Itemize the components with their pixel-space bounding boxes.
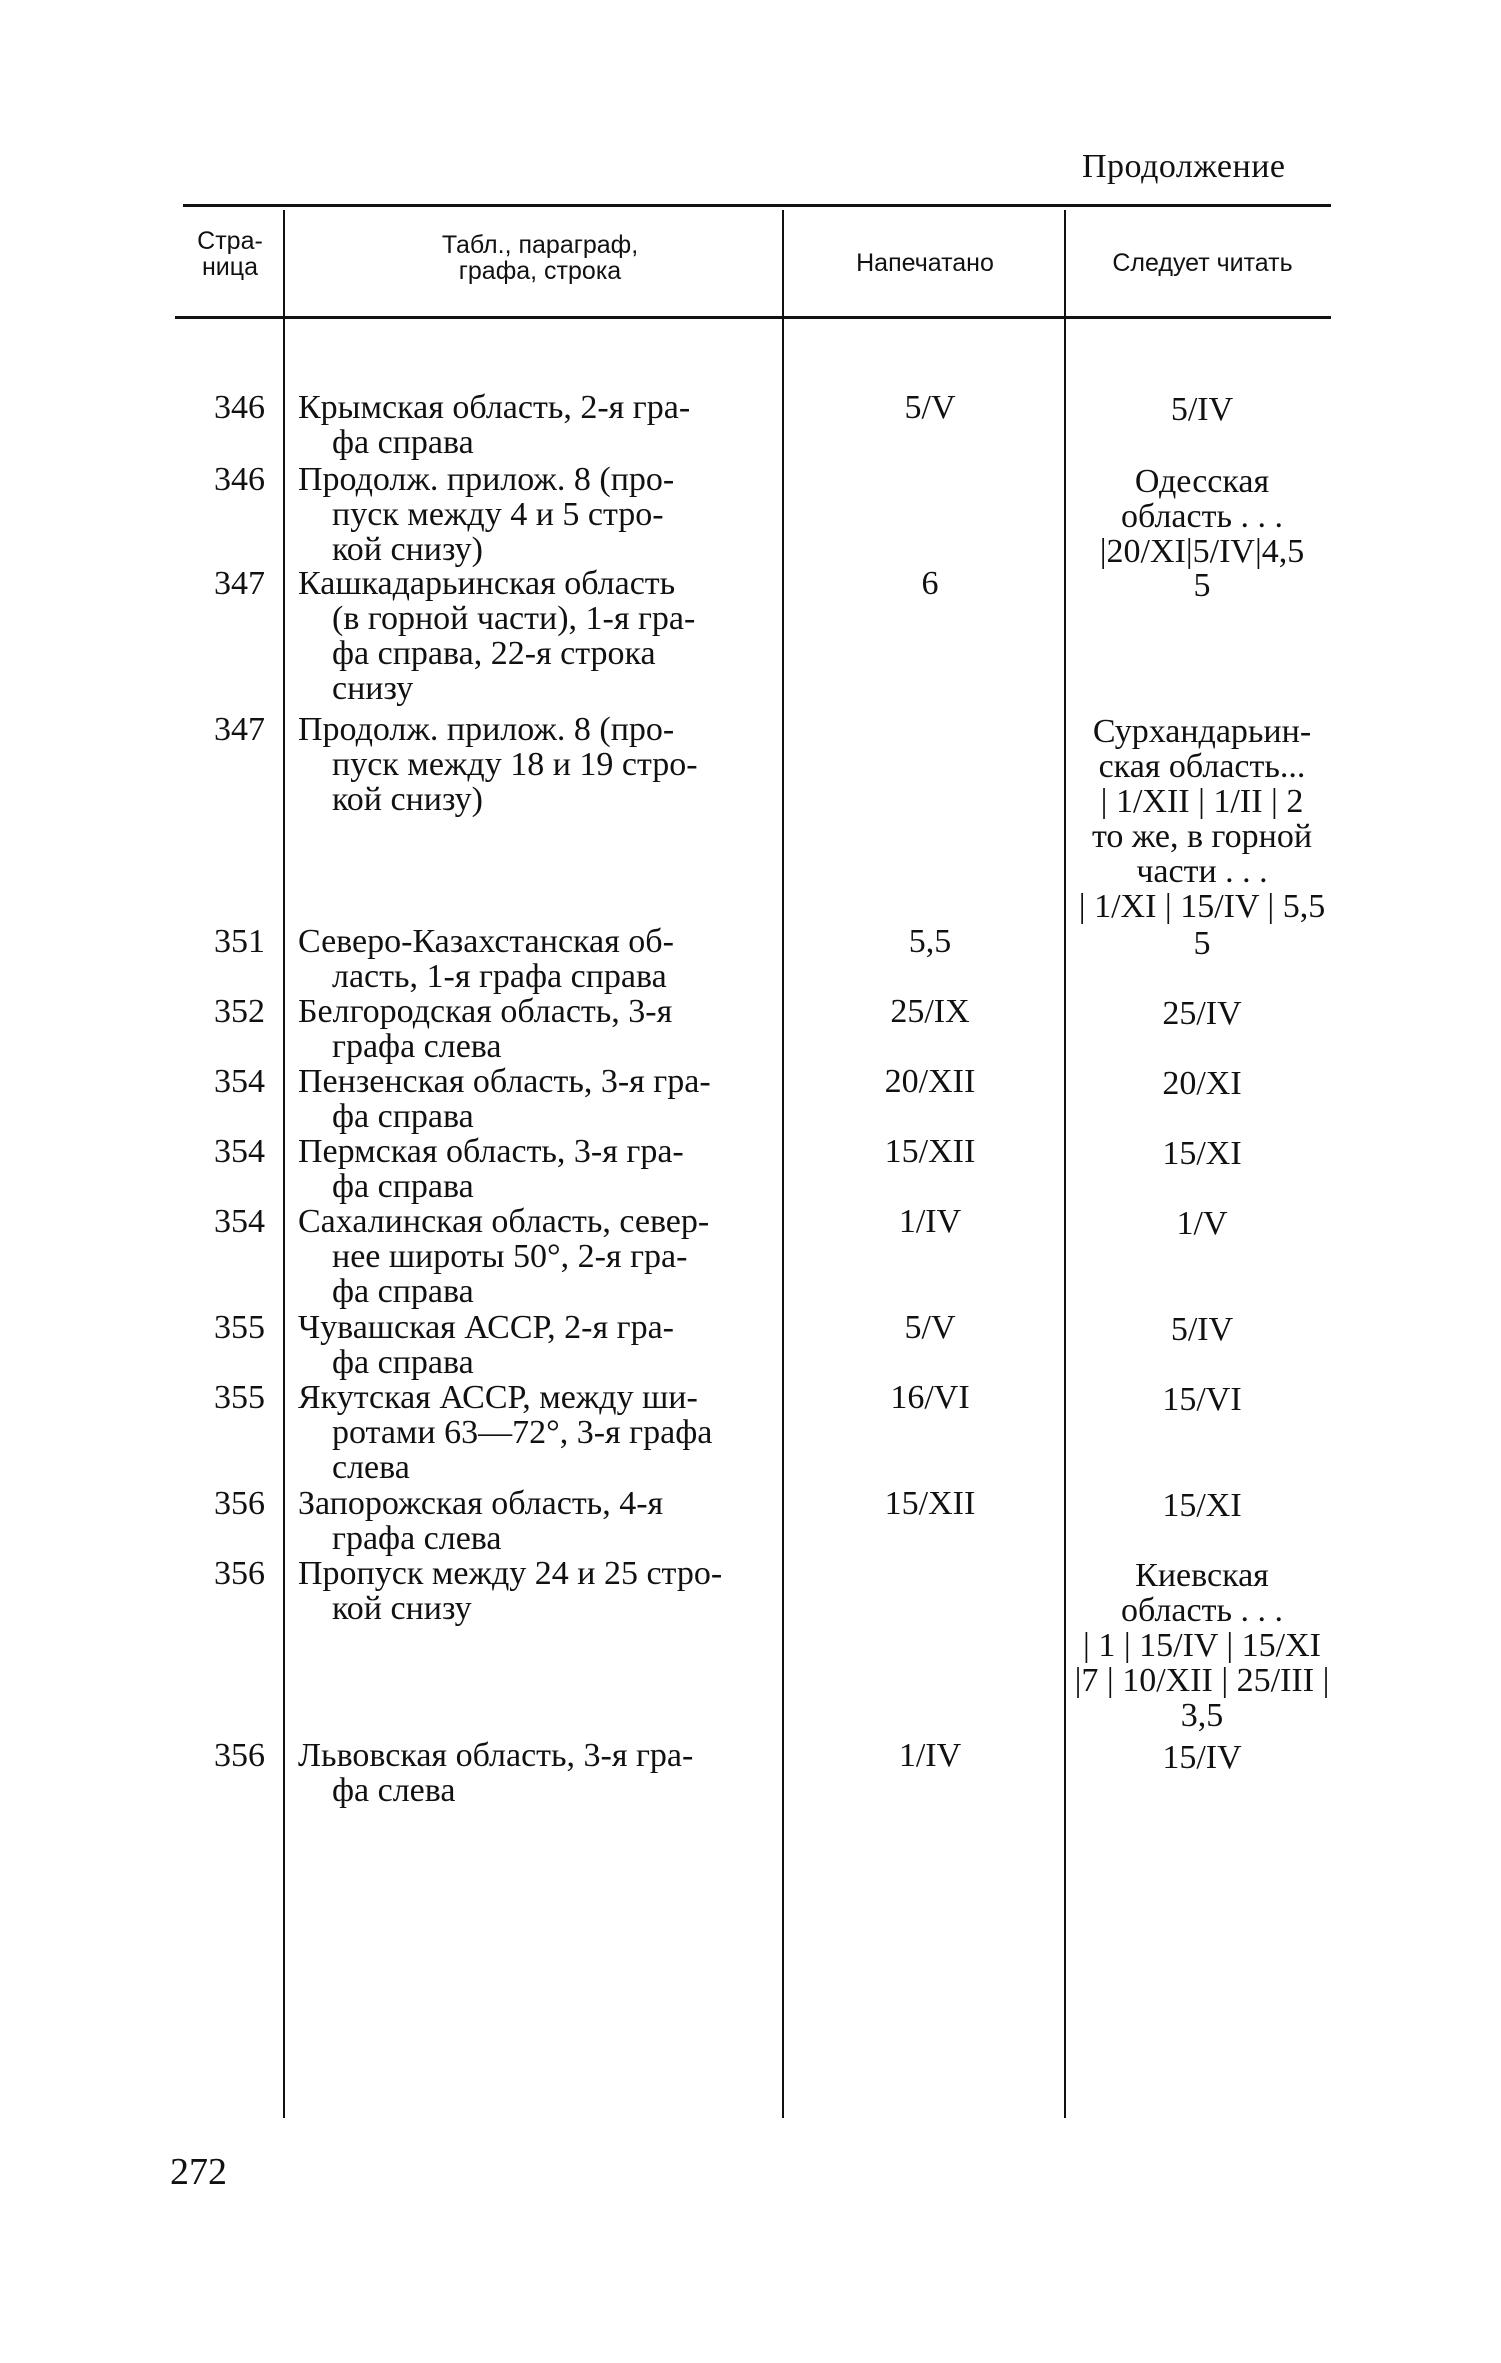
row-reference — [298, 1310, 770, 1380]
row-correct-value — [1068, 1312, 1336, 1347]
row-correct-value — [1068, 1740, 1336, 1775]
row-reference-line: кой снизу) — [332, 531, 484, 568]
row-page-number: 354 — [214, 1133, 265, 1170]
row-printed-value: 1/IV — [898, 1737, 962, 1774]
row-reference-line: фа справа — [332, 1344, 474, 1381]
row-reference-line: фа слева — [332, 1772, 456, 1809]
row-correct-value — [1068, 1206, 1336, 1241]
row-correct-line: то же, в горной — [1091, 818, 1313, 855]
row-correct-line: 5 — [1193, 925, 1211, 962]
row-reference — [298, 390, 770, 460]
row-correct-value — [1068, 1382, 1336, 1417]
header-page: Стра- ница — [197, 227, 263, 281]
row-correct-line: 5 — [1193, 567, 1211, 604]
row-reference-line: (в горной части), 1-я гра- — [332, 600, 696, 637]
row-reference — [298, 1204, 770, 1309]
row-correct-line: | 1 | 15/IV | 15/XI — [1083, 1627, 1321, 1664]
row-correct-value — [1068, 1136, 1336, 1171]
header-printed: Напечатано — [856, 249, 994, 277]
row-reference-line: фа справа — [332, 424, 474, 461]
row-correct-line: 15/XI — [1162, 1135, 1242, 1172]
row-page-number: 347 — [214, 565, 265, 602]
row-printed-value: 1/IV — [898, 1203, 962, 1240]
row-correct-value — [1068, 464, 1336, 569]
table-top-rule — [183, 204, 1331, 207]
row-reference-line: ротами 63—72°, 3-я графа — [332, 1414, 713, 1451]
row-reference-line: Львовская область, 3-я гра- — [298, 1737, 694, 1774]
header-correct: Следует читать — [1112, 249, 1293, 277]
row-printed-value: 6 — [921, 565, 939, 602]
row-reference — [298, 1556, 770, 1626]
row-reference-line: фа справа — [332, 1168, 474, 1205]
row-correct-line: Киевская — [1135, 1557, 1269, 1594]
row-correct-line: 5/IV — [1170, 391, 1234, 428]
row-correct-line: ская область... — [1098, 748, 1306, 785]
row-reference-line: фа справа, 22-я строка — [332, 635, 656, 672]
row-page-number: 356 — [214, 1485, 265, 1522]
row-printed-value: 15/XII — [884, 1485, 976, 1522]
row-correct-line: части . . . — [1136, 853, 1268, 890]
row-reference-line: Пензенская область, 3-я гра- — [298, 1063, 711, 1100]
row-printed-value: 5/V — [904, 389, 956, 426]
row-reference — [298, 924, 770, 994]
row-reference — [298, 1738, 770, 1808]
row-page-number: 356 — [214, 1737, 265, 1774]
row-printed-value: 5/V — [904, 1309, 956, 1346]
row-reference — [298, 462, 770, 567]
row-printed-value: 20/XII — [884, 1063, 976, 1100]
row-reference-line: пуск между 4 и 5 стро- — [332, 496, 664, 533]
row-correct-line: 3,5 — [1180, 1697, 1224, 1734]
row-reference-line: Чувашская АССР, 2-я гра- — [298, 1309, 674, 1346]
row-reference-line: Запорожская область, 4-я — [298, 1485, 664, 1522]
row-correct-value — [1068, 1558, 1336, 1733]
row-correct-line: 1/V — [1176, 1205, 1228, 1242]
row-reference — [298, 1380, 770, 1485]
row-reference-line: слева — [332, 1449, 410, 1486]
row-printed-value: 16/VI — [890, 1379, 970, 1416]
row-reference — [298, 566, 770, 706]
row-correct-line: |20/XI|5/IV|4,5 — [1099, 533, 1305, 570]
row-correct-value — [1068, 568, 1336, 603]
row-correct-value — [1068, 926, 1336, 961]
row-page-number: 355 — [214, 1309, 265, 1346]
row-correct-line: 15/IV — [1162, 1739, 1242, 1776]
row-printed-value: 5,5 — [908, 923, 952, 960]
row-page-number: 355 — [214, 1379, 265, 1416]
row-page-number: 354 — [214, 1063, 265, 1100]
row-correct-value — [1068, 1066, 1336, 1101]
row-correct-line: область . . . — [1121, 1592, 1283, 1629]
column-divider-1 — [283, 210, 285, 2118]
row-reference-line: Продолж. прилож. 8 (про- — [298, 461, 675, 498]
row-reference-line: Белгородская область, 3-я — [298, 993, 673, 1030]
row-reference-line: Северо-Казахстанская об- — [298, 923, 674, 960]
row-correct-line: Одесская — [1134, 463, 1270, 500]
row-page-number: 351 — [214, 923, 265, 960]
page-number: 272 — [170, 2151, 227, 2193]
row-page-number: 347 — [214, 711, 265, 748]
row-reference-line: Якутская АССР, между ши- — [298, 1379, 698, 1416]
row-correct-value — [1068, 1488, 1336, 1523]
column-divider-2 — [782, 210, 784, 2118]
row-reference-line: ласть, 1-я графа справа — [332, 958, 667, 995]
row-reference-line: кой снизу) — [332, 781, 484, 818]
row-reference-line: Пермская область, 3-я гра- — [298, 1133, 684, 1170]
row-correct-line: |7 | 10/XII | 25/III | — [1074, 1662, 1330, 1699]
row-correct-line: область . . . — [1121, 498, 1283, 535]
row-printed-value: 15/XII — [884, 1133, 976, 1170]
row-page-number: 346 — [214, 389, 265, 426]
row-reference-line: Крымская область, 2-я гра- — [298, 389, 691, 426]
header-reference: Табл., параграф, графа, строка — [441, 231, 639, 285]
row-correct-value — [1068, 996, 1336, 1031]
row-correct-line: Сурхандарьин- — [1092, 713, 1312, 750]
row-page-number: 346 — [214, 461, 265, 498]
row-reference — [298, 1064, 770, 1134]
row-reference-line: кой снизу — [332, 1590, 472, 1627]
row-correct-value — [1068, 392, 1336, 427]
row-page-number: 354 — [214, 1203, 265, 1240]
row-reference-line: пуск между 18 и 19 стро- — [332, 746, 698, 783]
row-correct-line: 20/XI — [1162, 1065, 1242, 1102]
row-reference-line: Сахалинская область, север- — [298, 1203, 710, 1240]
row-printed-value: 25/IX — [890, 993, 970, 1030]
header-bottom-rule — [175, 316, 1331, 319]
row-reference-line: снизу — [332, 670, 414, 707]
row-reference-line: Продолж. прилож. 8 (про- — [298, 711, 675, 748]
row-page-number: 356 — [214, 1555, 265, 1592]
column-divider-3 — [1064, 210, 1066, 2118]
row-reference-line: Кашкадарьинская область — [298, 565, 676, 602]
row-reference-line: Пропуск между 24 и 25 стро- — [298, 1555, 723, 1592]
row-reference — [298, 1134, 770, 1204]
row-reference-line: фа справа — [332, 1098, 474, 1135]
row-correct-line: | 1/XI | 15/IV | 5,5 — [1078, 888, 1326, 925]
row-reference — [298, 1486, 770, 1556]
row-correct-line: 25/IV — [1162, 995, 1242, 1032]
row-correct-line: 5/IV — [1170, 1311, 1234, 1348]
row-correct-line: 15/VI — [1162, 1381, 1242, 1418]
row-reference-line: графа слева — [332, 1028, 502, 1065]
row-correct-line: | 1/XII | 1/II | 2 — [1100, 783, 1304, 820]
row-reference — [298, 994, 770, 1064]
continuation-label: Продолжение — [1082, 148, 1286, 185]
row-page-number: 352 — [214, 993, 265, 1030]
row-reference-line: фа справа — [332, 1273, 474, 1310]
row-correct-line: 15/XI — [1162, 1487, 1242, 1524]
row-reference — [298, 712, 770, 817]
row-correct-value — [1068, 714, 1336, 924]
row-reference-line: графа слева — [332, 1520, 502, 1557]
row-reference-line: нее широты 50°, 2-я гра- — [332, 1238, 688, 1275]
